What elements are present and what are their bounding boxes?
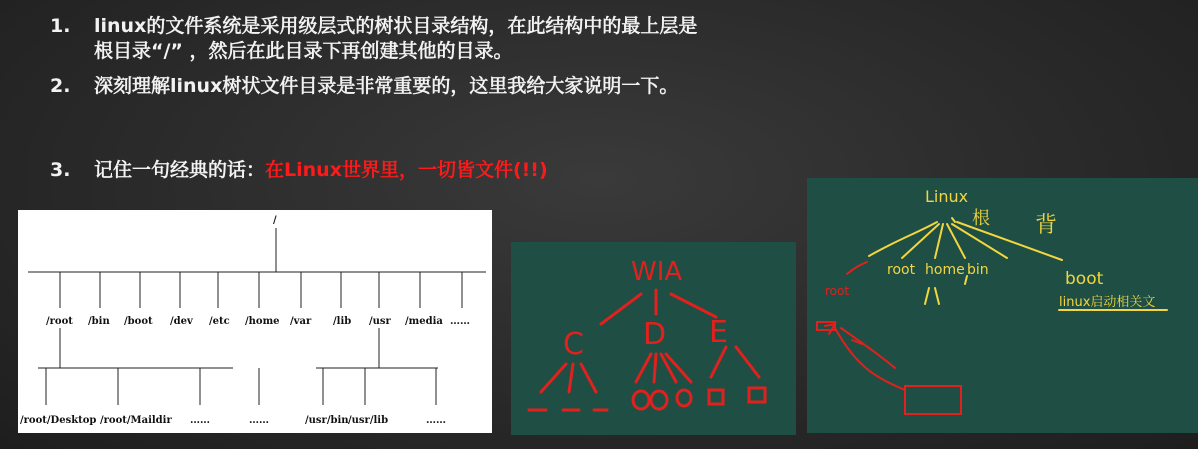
tree-node-bin: /bin bbox=[88, 316, 110, 327]
bullet-3 bbox=[50, 158, 854, 183]
tree-node-boot: /boot bbox=[124, 316, 153, 327]
directory-tree-diagram bbox=[18, 210, 492, 433]
bullet-2 bbox=[50, 74, 854, 99]
tree-node-root-maildir: /root/Maildir bbox=[100, 415, 172, 426]
linux-dir-root-top: root bbox=[887, 262, 916, 278]
bullet-2-text: 深刻理解linux树状文件目录是非常重要的，这里我给大家说明一下。 bbox=[94, 75, 679, 97]
linux-dir-home: home bbox=[925, 262, 965, 278]
bullet-3-number: 3. bbox=[50, 159, 71, 181]
linux-boot-note: linux启动相关文 bbox=[1059, 295, 1156, 310]
bullet-1-line-1: linux的文件系统是采用级层式的树状目录结构，在此结构中的最上层是 bbox=[94, 15, 698, 37]
linux-dir-root: root bbox=[825, 284, 850, 298]
tree-node-dev: /dev bbox=[170, 316, 193, 327]
tree-node-root: /root bbox=[46, 316, 73, 327]
bullet-2-number: 2. bbox=[50, 75, 71, 97]
wia-drive-c: C bbox=[563, 327, 584, 362]
tree-node-ellipsis-3: …… bbox=[249, 415, 269, 426]
bullet-1 bbox=[50, 14, 854, 64]
bullet-3-highlight: 在Linux世界里，一切皆文件(!!) bbox=[265, 159, 548, 181]
tree-node-etc: /etc bbox=[209, 316, 230, 327]
tree-root-label: / bbox=[273, 215, 277, 226]
linux-chalk-sketch bbox=[807, 178, 1198, 433]
tree-node-ellipsis-4: …… bbox=[426, 415, 446, 426]
tree-node-media: /media bbox=[405, 316, 443, 327]
tree-node-var: /var bbox=[290, 316, 312, 327]
linux-sketch-svg bbox=[807, 178, 1198, 433]
directory-tree-svg bbox=[18, 210, 492, 433]
wia-drive-e: E bbox=[709, 315, 728, 350]
tree-node-home: /home bbox=[245, 316, 280, 327]
windows-chalk-sketch bbox=[511, 242, 796, 435]
bullet-3-text: 记住一句经典的话： bbox=[94, 159, 266, 181]
tree-node-usr-lib: /usr/lib bbox=[348, 415, 389, 426]
windows-sketch-svg bbox=[511, 242, 796, 435]
bullet-1-line-2: 根目录“/” ，然后在此目录下再创建其他的目录。 bbox=[94, 40, 513, 62]
linux-dir-bin: bin bbox=[967, 262, 989, 278]
linux-root-note: 根 bbox=[972, 208, 990, 229]
tree-node-lib: /lib bbox=[333, 316, 352, 327]
tree-node-usr-bin: /usr/bin bbox=[305, 415, 349, 426]
linux-root-label: Linux bbox=[925, 187, 969, 206]
linux-dir-boot: boot bbox=[1065, 269, 1104, 289]
tree-node-root-desktop: /root/Desktop bbox=[20, 415, 97, 426]
tree-node-usr: /usr bbox=[369, 316, 391, 327]
tree-node-ellipsis: …… bbox=[450, 316, 470, 327]
bullet-1-number: 1. bbox=[50, 15, 71, 37]
linux-note-right: 背 bbox=[1035, 213, 1058, 238]
wia-root-label: WIA bbox=[631, 257, 683, 287]
wia-drive-d: D bbox=[643, 317, 667, 352]
tree-node-ellipsis-2: …… bbox=[190, 415, 210, 426]
